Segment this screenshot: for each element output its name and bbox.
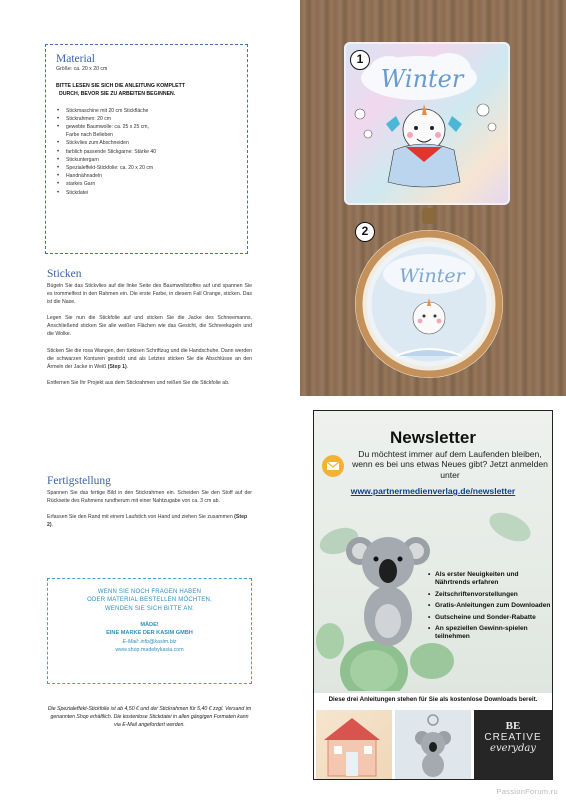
thumb3-line2: CREATIVE [484, 732, 542, 743]
contact-email[interactable]: E-Mail: info@kasim.biz [122, 638, 177, 645]
embroidery-step2 [352, 206, 506, 388]
list-item: • Stickmaschine mit 20 cm Stickfläche [56, 107, 237, 115]
list-item: • farblich passende Stickgarne: Stärke 40 [56, 148, 237, 156]
ad-title: Newsletter [390, 428, 476, 447]
ad-text: Du möchtest immer auf dem Laufenden bleiben, wenn es bei uns etwas Neues gibt? Jetzt anmelden unter [352, 449, 548, 480]
koala-thumb-illustration [395, 710, 471, 780]
winter-lettering-1: Winter [380, 65, 464, 93]
fabric-house-illustration [316, 710, 392, 780]
contact-line2: ODER MATERIAL BESTELLEN MÖCHTEN, [87, 597, 212, 604]
craft-photo [300, 0, 566, 396]
winter-lettering-2: Winter [399, 265, 465, 287]
contact-web[interactable]: www.shop.madebykasia.com [115, 646, 184, 653]
list-item: • Stickuntergarn [56, 156, 237, 164]
warning-line2: DURCH, BEVOR SIE ZU ARBEITEN BEGINNEN. [59, 91, 176, 98]
contact-box [47, 578, 252, 684]
benefit-item: • Zeitschriftenvorstellungen [428, 591, 552, 599]
list-item: • Handnähnadeln [56, 172, 237, 180]
price-note: Die Spezialeffekt-Stickfolie ist ab 4,50 € und der Stickrahmen für 5,40 € zzgl. Versand im genannten Shop erhältlich. Die kostenlose Stickdatei in allen gängigen Formaten kann via E-Mail angefordert werden. [47, 706, 252, 729]
warning-line1: BITTE LESEN SIE SICH DIE ANLEITUNG KOMPLETT [56, 83, 185, 90]
contact-brand1: MÄDE! [140, 622, 159, 629]
benefit-item: • An speziellen Gewinn-spielen teilnehmen [428, 625, 552, 642]
benefit-item: • Gutscheine und Sonder-Rabatte [428, 614, 552, 622]
list-item: • Stickrahmen: 20 cm [56, 115, 237, 123]
material-heading: Material [56, 53, 95, 65]
list-item: • starkes Garn [56, 180, 237, 188]
material-box [45, 44, 248, 254]
material-list [56, 107, 237, 197]
fertig-p2: Erfassen Sie den Rand mit einem Laufstich von Hand und ziehen Sie zusammen (Step 2). [47, 514, 248, 529]
sticken-heading: Sticken [47, 268, 82, 280]
download-thumb-3[interactable] [474, 710, 552, 780]
contact-line3: WENDEN SIE SICH BITTE AN: [104, 605, 194, 612]
fertig-p1: Spannen Sie das fertige Bild in den Stickrahmen ein. Scheiden Sie den Stoff auf der Rückseite des Rahmens rundherum mit einer Nahtzugabe von ca. 3 cm ab. [47, 490, 252, 505]
contact-line1: WENN SIE NOCH FRAGEN HABEN [97, 589, 202, 595]
newsletter-ad[interactable] [313, 410, 553, 780]
contact-brand2: EINE MARKE DER KASIM GMBH [106, 630, 193, 637]
snowman-illustration-1 [344, 42, 510, 205]
newsletter-link[interactable]: www.partnermedienverlag.de/newsletter [350, 486, 516, 496]
mail-icon [322, 455, 344, 477]
list-item: • Stickdatei [56, 189, 237, 197]
list-item: • Stickvlies zum Abschneiden [56, 139, 237, 147]
sticken-p4: Entfernen Sie Ihr Projekt aus dem Stickrahmen und reißen Sie die Stickfolie ab. [47, 379, 230, 386]
benefit-item: • Als erster Neuigkeiten und Nährtrends erfahren [428, 571, 552, 588]
list-item: • gewebte Baumwolle: ca. 25 x 25 cm, [56, 123, 237, 131]
list-item: • Spezialeffekt-Stickfolie: ca. 20 x 20 cm [56, 164, 237, 172]
hoop-illustration [352, 206, 506, 388]
material-size: Größe: ca. 20 x 20 cm [56, 66, 108, 72]
sticken-p1: Bügeln Sie das Stickvlies auf die linke Seite des Baumwollstoffes auf und spannen Sie es trommelfest in den Rahmen ein. Die erste Farbe, in diesem Fall Orange, sticken. Das ist die Nase. [47, 283, 252, 306]
sticken-p2: Legen Sie nun die Stickfolie auf und sticken Sie die Jacke des Schneemanns. Anschließend sticken Sie alle weißen Flächen wie das Gesicht, die Schneekugeln und die Wolke. [47, 315, 252, 338]
sticken-p3: Sticken Sie die rosa Wangen, den türkisen Schriftzug und die Handschuhe. Dann werden die schwarzen Konturen gestickt und als Letztes sticken Sie die Abschlüsse an den Ärmeln der Jacke in Weiß (Step 1). [47, 347, 252, 370]
step-badge-1: 1 [350, 50, 370, 70]
thumb3-line1: BE [505, 720, 521, 732]
fertig-heading: Fertigstellung [47, 475, 111, 487]
download-thumb-1[interactable] [316, 710, 392, 780]
embroidery-step1 [344, 42, 510, 205]
ad-footer: Diese drei Anleitungen stehen für Sie als kostenlose Downloads bereit. [328, 696, 538, 703]
sticken-section [47, 268, 252, 395]
list-item-continued: Farbe nach Belieben [66, 132, 114, 139]
benefit-list [428, 571, 552, 645]
download-thumb-2[interactable] [395, 710, 471, 780]
step-badge-2: 2 [355, 222, 375, 242]
koala-keychain-illustration [338, 521, 438, 671]
fertig-section [47, 475, 252, 537]
benefit-item: • Gratis-Anleitungen zum Downloaden [428, 602, 552, 610]
watermark: PassionForum.ru [496, 787, 558, 796]
thumb3-line3: everyday [490, 743, 536, 754]
